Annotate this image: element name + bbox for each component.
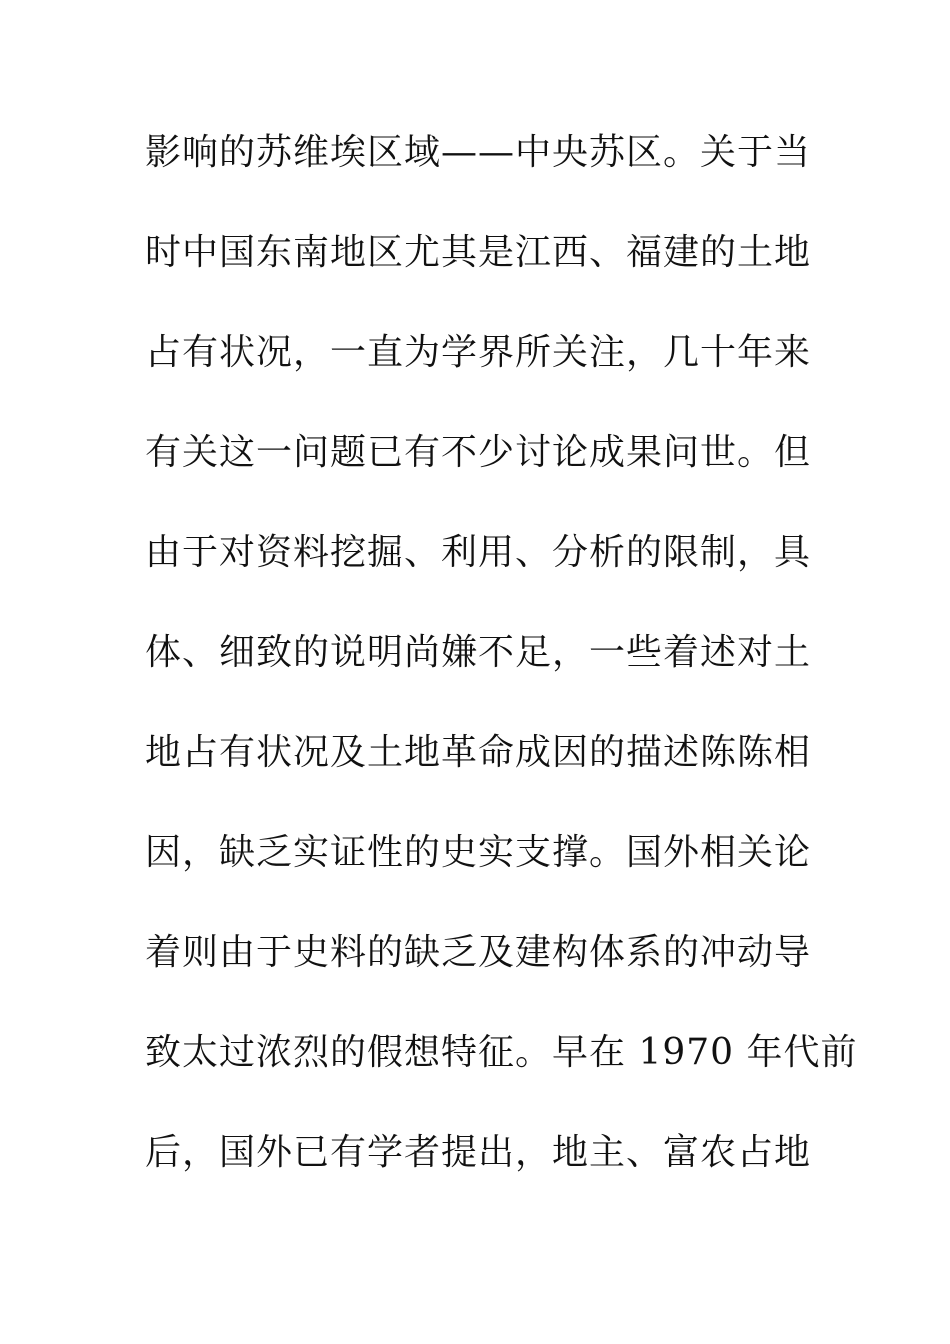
text-line: 由于对资料挖掘、利用、分析的限制，具 <box>145 532 812 573</box>
text-line: 致太过浓烈的假想特征。早在 1970 年代前 <box>145 1032 858 1073</box>
text-line: 时中国东南地区尤其是江西、福建的土地 <box>145 232 812 273</box>
text-line: 有关这一问题已有不少讨论成果问世。但 <box>145 432 812 473</box>
text-line: 着则由于史料的缺乏及建构体系的冲动导 <box>145 932 812 973</box>
text-line: 影响的苏维埃区域——中央苏区。关于当 <box>145 132 812 173</box>
body-text <box>145 123 858 1223</box>
text-line: 因，缺乏实证性的史实支撑。国外相关论 <box>145 832 812 873</box>
text-line: 地占有状况及土地革命成因的描述陈陈相 <box>145 732 812 773</box>
text-line: 后，国外已有学者提出，地主、富农占地 <box>145 1132 812 1173</box>
text-line: 占有状况，一直为学界所关注，几十年来 <box>145 332 812 373</box>
text-line: 体、细致的说明尚嫌不足，一些着述对土 <box>145 632 812 673</box>
